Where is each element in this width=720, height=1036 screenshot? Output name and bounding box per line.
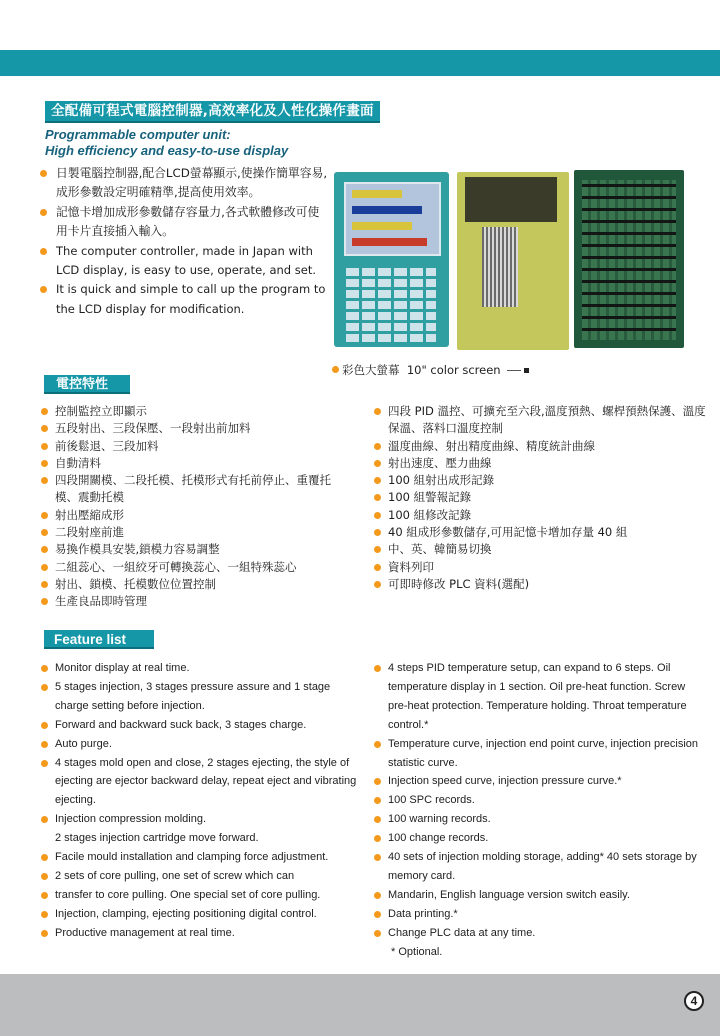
feature-text: 四段開關模、二段托模、托模形式有托前停止、重覆托模、震動托模 (55, 473, 331, 505)
bullet-icon (332, 366, 339, 373)
features-en-right (374, 659, 704, 962)
feature-item (374, 438, 710, 455)
bullet-icon (374, 854, 381, 861)
feature-text: Injection compression molding. 2 stages injection cartridge move forward. (55, 813, 259, 845)
feature-item (374, 829, 704, 848)
feature-item (374, 472, 710, 489)
feature-item (374, 524, 710, 541)
feature-item (374, 924, 704, 943)
feature-item (374, 735, 704, 773)
intro-item (38, 203, 328, 242)
top-color-band (0, 50, 720, 76)
feature-text: 自動清料 (55, 455, 101, 470)
feature-text: Temperature curve, injection end point curve, injection precision statistic curve. (388, 737, 698, 769)
feature-text: 資料列印 (388, 559, 434, 574)
bullet-icon (41, 722, 48, 729)
feature-text: 射出壓縮成形 (55, 507, 124, 522)
photo-caption (332, 362, 529, 378)
bullet-icon (41, 911, 48, 918)
feature-text: 二組蕊心、一組絞牙可轉換蕊心、一組特殊蕊心 (55, 559, 297, 574)
bullet-icon (41, 598, 48, 605)
feature-text: 射出速度、壓力曲線 (388, 455, 492, 470)
bullet-icon (41, 477, 48, 484)
bullet-icon (41, 443, 48, 450)
feature-text: Productive management at real time. (55, 926, 235, 939)
feature-text: 2 sets of core pulling, one set of screw which can (55, 869, 295, 882)
feature-text: 射出、鎖模、托模數位位置控制 (55, 576, 216, 591)
bullet-icon (374, 911, 381, 918)
feature-text: 40 組成形參數儲存,可用記憶卡增加存量 40 組 (388, 525, 628, 540)
bullet-icon (374, 778, 381, 785)
caption-zh: 彩色大螢幕 (342, 363, 400, 377)
feature-text: 溫度曲線、射出精度曲線、精度統計曲線 (388, 438, 595, 453)
feature-item (41, 810, 363, 848)
feature-item (41, 438, 341, 455)
feature-item (41, 593, 341, 610)
feature-text: 生產良品即時管理 (55, 594, 147, 609)
bullet-icon (41, 425, 48, 432)
feature-item (374, 455, 710, 472)
circuit-board-photo-2 (574, 170, 684, 348)
feature-text: 100 change records. (388, 832, 489, 845)
feature-item (374, 810, 704, 829)
feature-item (41, 472, 341, 507)
feature-text: 40 sets of injection molding storage, adding* 40 sets storage by memory card. (388, 851, 697, 882)
bullet-icon (41, 512, 48, 519)
footnote-text: * Optional. (391, 945, 443, 958)
intro-item (38, 242, 328, 281)
bullet-icon (374, 408, 381, 415)
subtitle-line-2: High efficiency and easy-to-use display (45, 143, 289, 158)
bullet-icon (374, 665, 381, 672)
feature-item (41, 659, 363, 678)
intro-text: 記憶卡增加成形參數儲存容量力,各式軟體修改可使用卡片直接插入輸入。 (56, 204, 320, 239)
bullet-icon (40, 170, 47, 177)
bullet-icon (41, 816, 48, 823)
bullet-icon (374, 494, 381, 501)
section-label-zh: 電控特性 (44, 375, 130, 394)
bullet-icon (374, 930, 381, 937)
bullet-icon (41, 873, 48, 880)
feature-item (41, 867, 363, 886)
feature-text: Injection speed curve, injection pressure curve.* (388, 775, 622, 788)
feature-item (41, 576, 341, 593)
feature-text: 控制監控立即顯示 (55, 404, 147, 418)
features-zh-right (374, 403, 710, 593)
feature-text: Data printing.* (388, 907, 458, 920)
bullet-icon (41, 546, 48, 553)
feature-item (374, 576, 710, 593)
feature-text: 100 組射出成形記錄 (388, 473, 495, 488)
bullet-icon (374, 797, 381, 804)
caption-en: 10" color screen (406, 363, 501, 377)
feature-text: 五段射出、三段保壓、一段射出前加料 (55, 421, 251, 436)
subtitle (45, 127, 345, 159)
bullet-icon (41, 408, 48, 415)
feature-item (41, 924, 363, 943)
subtitle-line-1: Programmable computer unit: (45, 127, 231, 142)
feature-item (41, 716, 363, 735)
feature-item (41, 524, 341, 541)
feature-text: Change PLC data at any time. (388, 926, 536, 939)
feature-item (374, 489, 710, 506)
feature-item (41, 507, 341, 524)
bullet-icon (374, 581, 381, 588)
feature-item (374, 848, 704, 886)
bullet-icon (374, 460, 381, 467)
feature-item (374, 541, 710, 558)
bullet-icon (41, 460, 48, 467)
feature-item (374, 791, 704, 810)
intro-text: The computer controller, made in Japan with LCD display, is easy to use, operate, and set. (56, 243, 316, 278)
feature-item (41, 848, 363, 867)
page-title: 全配備可程式電腦控制器,高效率化及人性化操作畫面 (45, 101, 380, 123)
feature-item (374, 507, 710, 524)
bullet-icon (40, 286, 47, 293)
features-en-left (41, 659, 363, 943)
bullet-icon (41, 564, 48, 571)
bullet-icon (374, 835, 381, 842)
feature-text: Injection, clamping, ejecting positioning digital control. (55, 907, 317, 920)
bottom-color-band (0, 974, 720, 1036)
features-zh-left (41, 403, 341, 611)
bullet-icon (374, 477, 381, 484)
feature-item (41, 403, 341, 420)
feature-item (374, 772, 704, 791)
feature-text: 可即時修改 PLC 資料(選配) (388, 576, 530, 591)
feature-text: Forward and backward suck back, 3 stages charge. (55, 718, 307, 731)
bullet-icon (374, 892, 381, 899)
feature-text: 100 組警報記錄 (388, 490, 472, 505)
feature-item (41, 905, 363, 924)
bullet-icon (40, 209, 47, 216)
bullet-icon (41, 581, 48, 588)
bullet-icon (40, 248, 47, 255)
bullet-icon (41, 529, 48, 536)
feature-text: Facile mould installation and clamping force adjustment. (55, 851, 329, 864)
feature-item (41, 886, 363, 905)
feature-item (374, 905, 704, 924)
controller-panel-photo (334, 172, 449, 347)
circuit-board-photo-1 (457, 172, 569, 350)
lcd-screen-image (344, 182, 441, 256)
intro-item (38, 280, 328, 319)
feature-item (374, 559, 710, 576)
intro-text: 日製電腦控制器,配合LCD螢幕顯示,使操作簡單容易,成形參數設定明確精準,提高使用效率。 (56, 166, 328, 200)
feature-item (41, 559, 341, 576)
feature-item (374, 403, 710, 438)
bullet-icon (374, 529, 381, 536)
feature-text: transfer to core pulling. One special set of core pulling. (55, 888, 321, 901)
bullet-icon (41, 741, 48, 748)
intro-item (38, 164, 328, 203)
intro-text: It is quick and simple to call up the program to the LCD display for modification. (56, 282, 326, 316)
bullet-icon (374, 564, 381, 571)
feature-item (41, 455, 341, 472)
feature-text: 100 SPC records. (388, 794, 475, 807)
feature-item (374, 659, 704, 735)
end-square-icon (524, 368, 529, 373)
feature-text: Mandarin, English language version switch easily. (388, 888, 630, 901)
feature-item (41, 420, 341, 437)
feature-text: Monitor display at real time. (55, 662, 190, 674)
feature-text: 二段射座前進 (55, 525, 124, 540)
bullet-icon (41, 684, 48, 691)
feature-text: 4 steps PID temperature setup, can expand to 6 steps. Oil temperature display in 1 section. Oil pre-heat function. Screw pre-heat protection. Temperature holding. Throat temperature control.* (388, 662, 687, 731)
bullet-icon (374, 741, 381, 748)
bullet-icon (374, 546, 381, 553)
bullet-icon (41, 930, 48, 937)
feature-text: 5 stages injection, 3 stages pressure assure and 1 stage charge setting before injection. (55, 680, 331, 712)
bullet-icon (41, 854, 48, 861)
bullet-icon (374, 816, 381, 823)
feature-item (41, 735, 363, 754)
feature-text: 易換作模具安裝,鎖模力容易調整 (55, 542, 220, 557)
feature-item (41, 754, 363, 811)
feature-text: 前後鬆退、三段加料 (55, 438, 159, 453)
bullet-icon (374, 443, 381, 450)
feature-text: 100 warning records. (388, 813, 491, 826)
feature-item (374, 886, 704, 905)
page-number: 4 (684, 991, 704, 1011)
feature-text: 100 組修改記錄 (388, 507, 472, 522)
bullet-icon (41, 760, 48, 767)
feature-text: Auto purge. (55, 737, 112, 750)
feature-item (41, 541, 341, 558)
section-label-en: Feature list (44, 630, 154, 649)
bullet-icon (374, 512, 381, 519)
bullet-icon (41, 892, 48, 899)
bullet-icon (41, 665, 48, 672)
feature-text: 中、英、韓簡易切換 (388, 542, 492, 557)
keypad-image (346, 267, 436, 342)
footnote (374, 943, 704, 962)
caption-dash (507, 370, 521, 371)
intro-list (38, 164, 328, 319)
feature-text: 四段 PID 溫控、可擴充至六段,溫度預熱、螺桿預熱保護、溫度保溫、落料口溫度控制 (388, 404, 706, 436)
feature-text: 4 stages mold open and close, 2 stages ejecting, the style of ejecting are ejector backward delay, repeat eject and vibrating ejecting. (55, 756, 357, 807)
feature-item (41, 678, 363, 716)
